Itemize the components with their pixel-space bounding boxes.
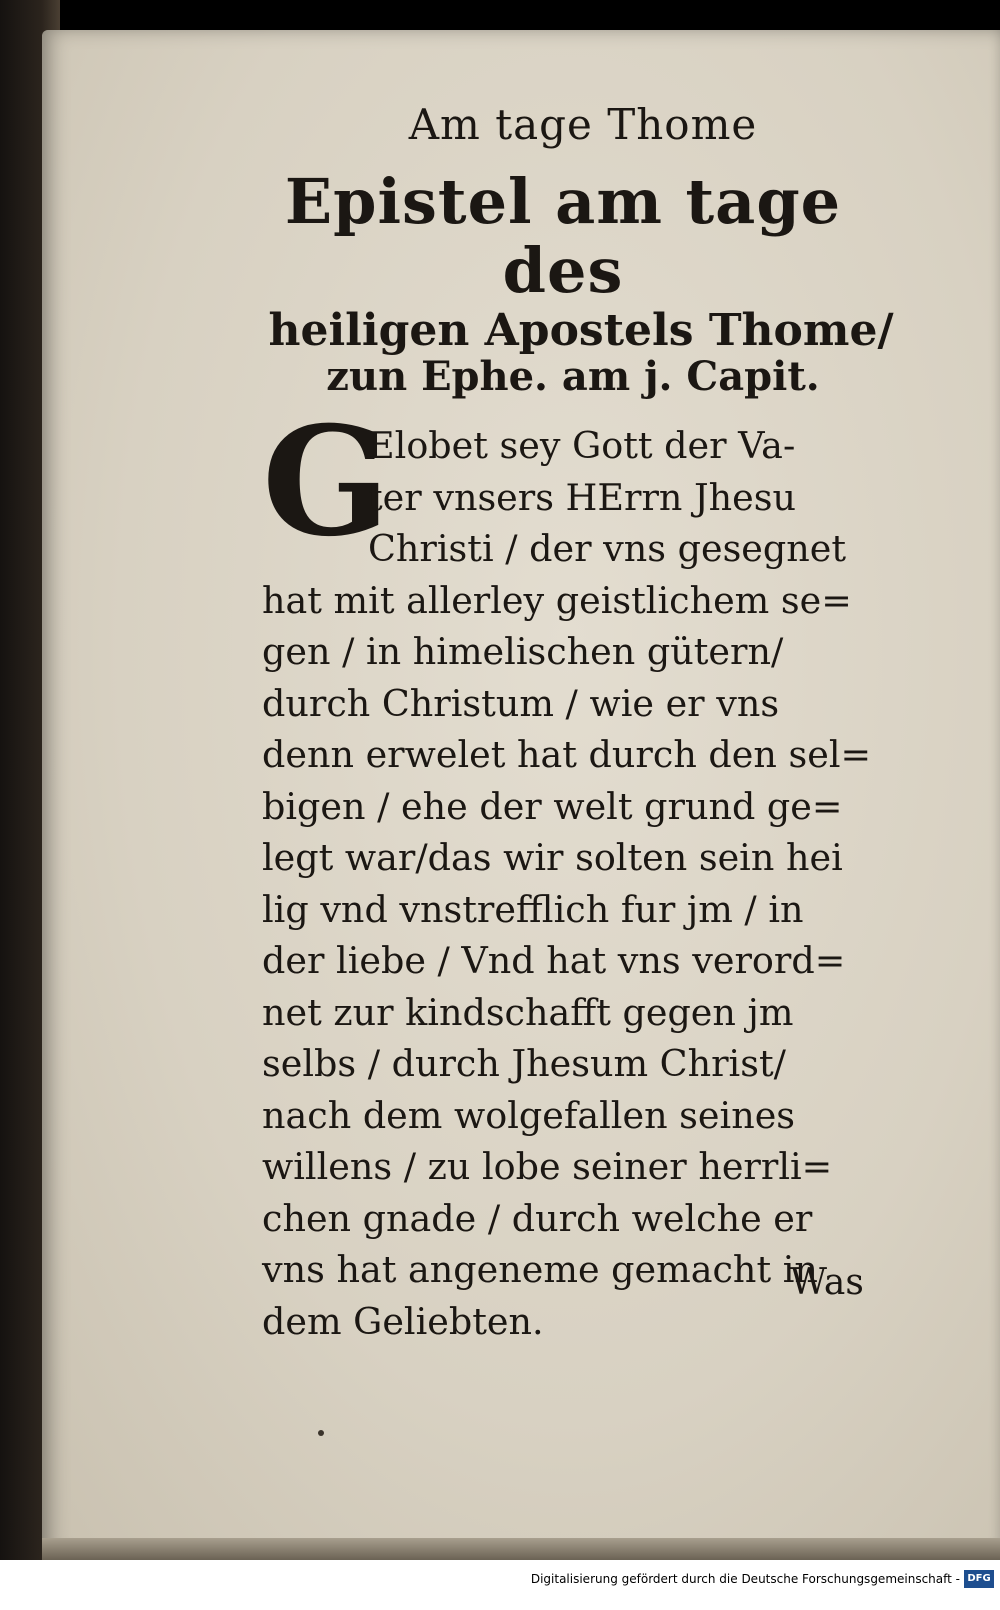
body-line: lig vnd vnstrefflich fur jm / in (262, 887, 804, 931)
body-line: chen gnade / durch welche er (262, 1196, 813, 1240)
body-line: gen / in himelischen gütern/ (262, 630, 784, 673)
running-head: Am tage Thome (408, 100, 758, 149)
body-line: selbs / durch Jhesum Christ/ (262, 1042, 786, 1085)
body-line: legt war/das wir solten sein hei (262, 836, 843, 879)
page-header (218, 100, 908, 400)
title-line-3: zun Ephe. am j. Capit. (326, 353, 820, 401)
body-line: Christi / der vns gesegnet (368, 527, 847, 570)
body-line: denn erwelet hat durch den sel= (262, 733, 872, 776)
title-line-2: heiligen Apostels Thome/ (268, 304, 894, 356)
body-line: nach dem wolgefallen seines (262, 1093, 796, 1137)
body-line: bigen / ehe der welt grund ge= (262, 784, 843, 828)
epistle-body (262, 394, 887, 1347)
body-line: net zur kindschafft gegen jm (262, 990, 794, 1034)
epistle-title (218, 167, 908, 400)
body-line: dem Geliebten. (262, 1299, 544, 1343)
footer-bar (0, 1560, 1000, 1610)
body-line: hat mit allerley geistlichem se= (262, 578, 852, 622)
body-line: Elobet sey Gott der Va- (368, 424, 796, 467)
title-line-1: Epistel am tage des (284, 165, 842, 308)
body-line: ter vnsers HErrn Jhesu (368, 475, 797, 519)
dfg-logo-icon: DFG (964, 1570, 994, 1588)
catchword: Was (790, 1262, 864, 1303)
body-line: vns hat angeneme gemacht in (262, 1248, 818, 1291)
page-bottom-edge (42, 1538, 1000, 1560)
funding-credit: Digitalisierung gefördert durch die Deutsche Forschungsgemeinschaft - (530, 1572, 960, 1586)
body-line: der liebe / Vnd hat vns verord= (262, 939, 846, 982)
body-line: willens / zu lobe seiner herrli= (262, 1145, 833, 1188)
body-line: durch Christum / wie er vns (262, 681, 780, 725)
ink-spot (318, 1430, 324, 1436)
drop-cap-initial: G (262, 394, 391, 570)
